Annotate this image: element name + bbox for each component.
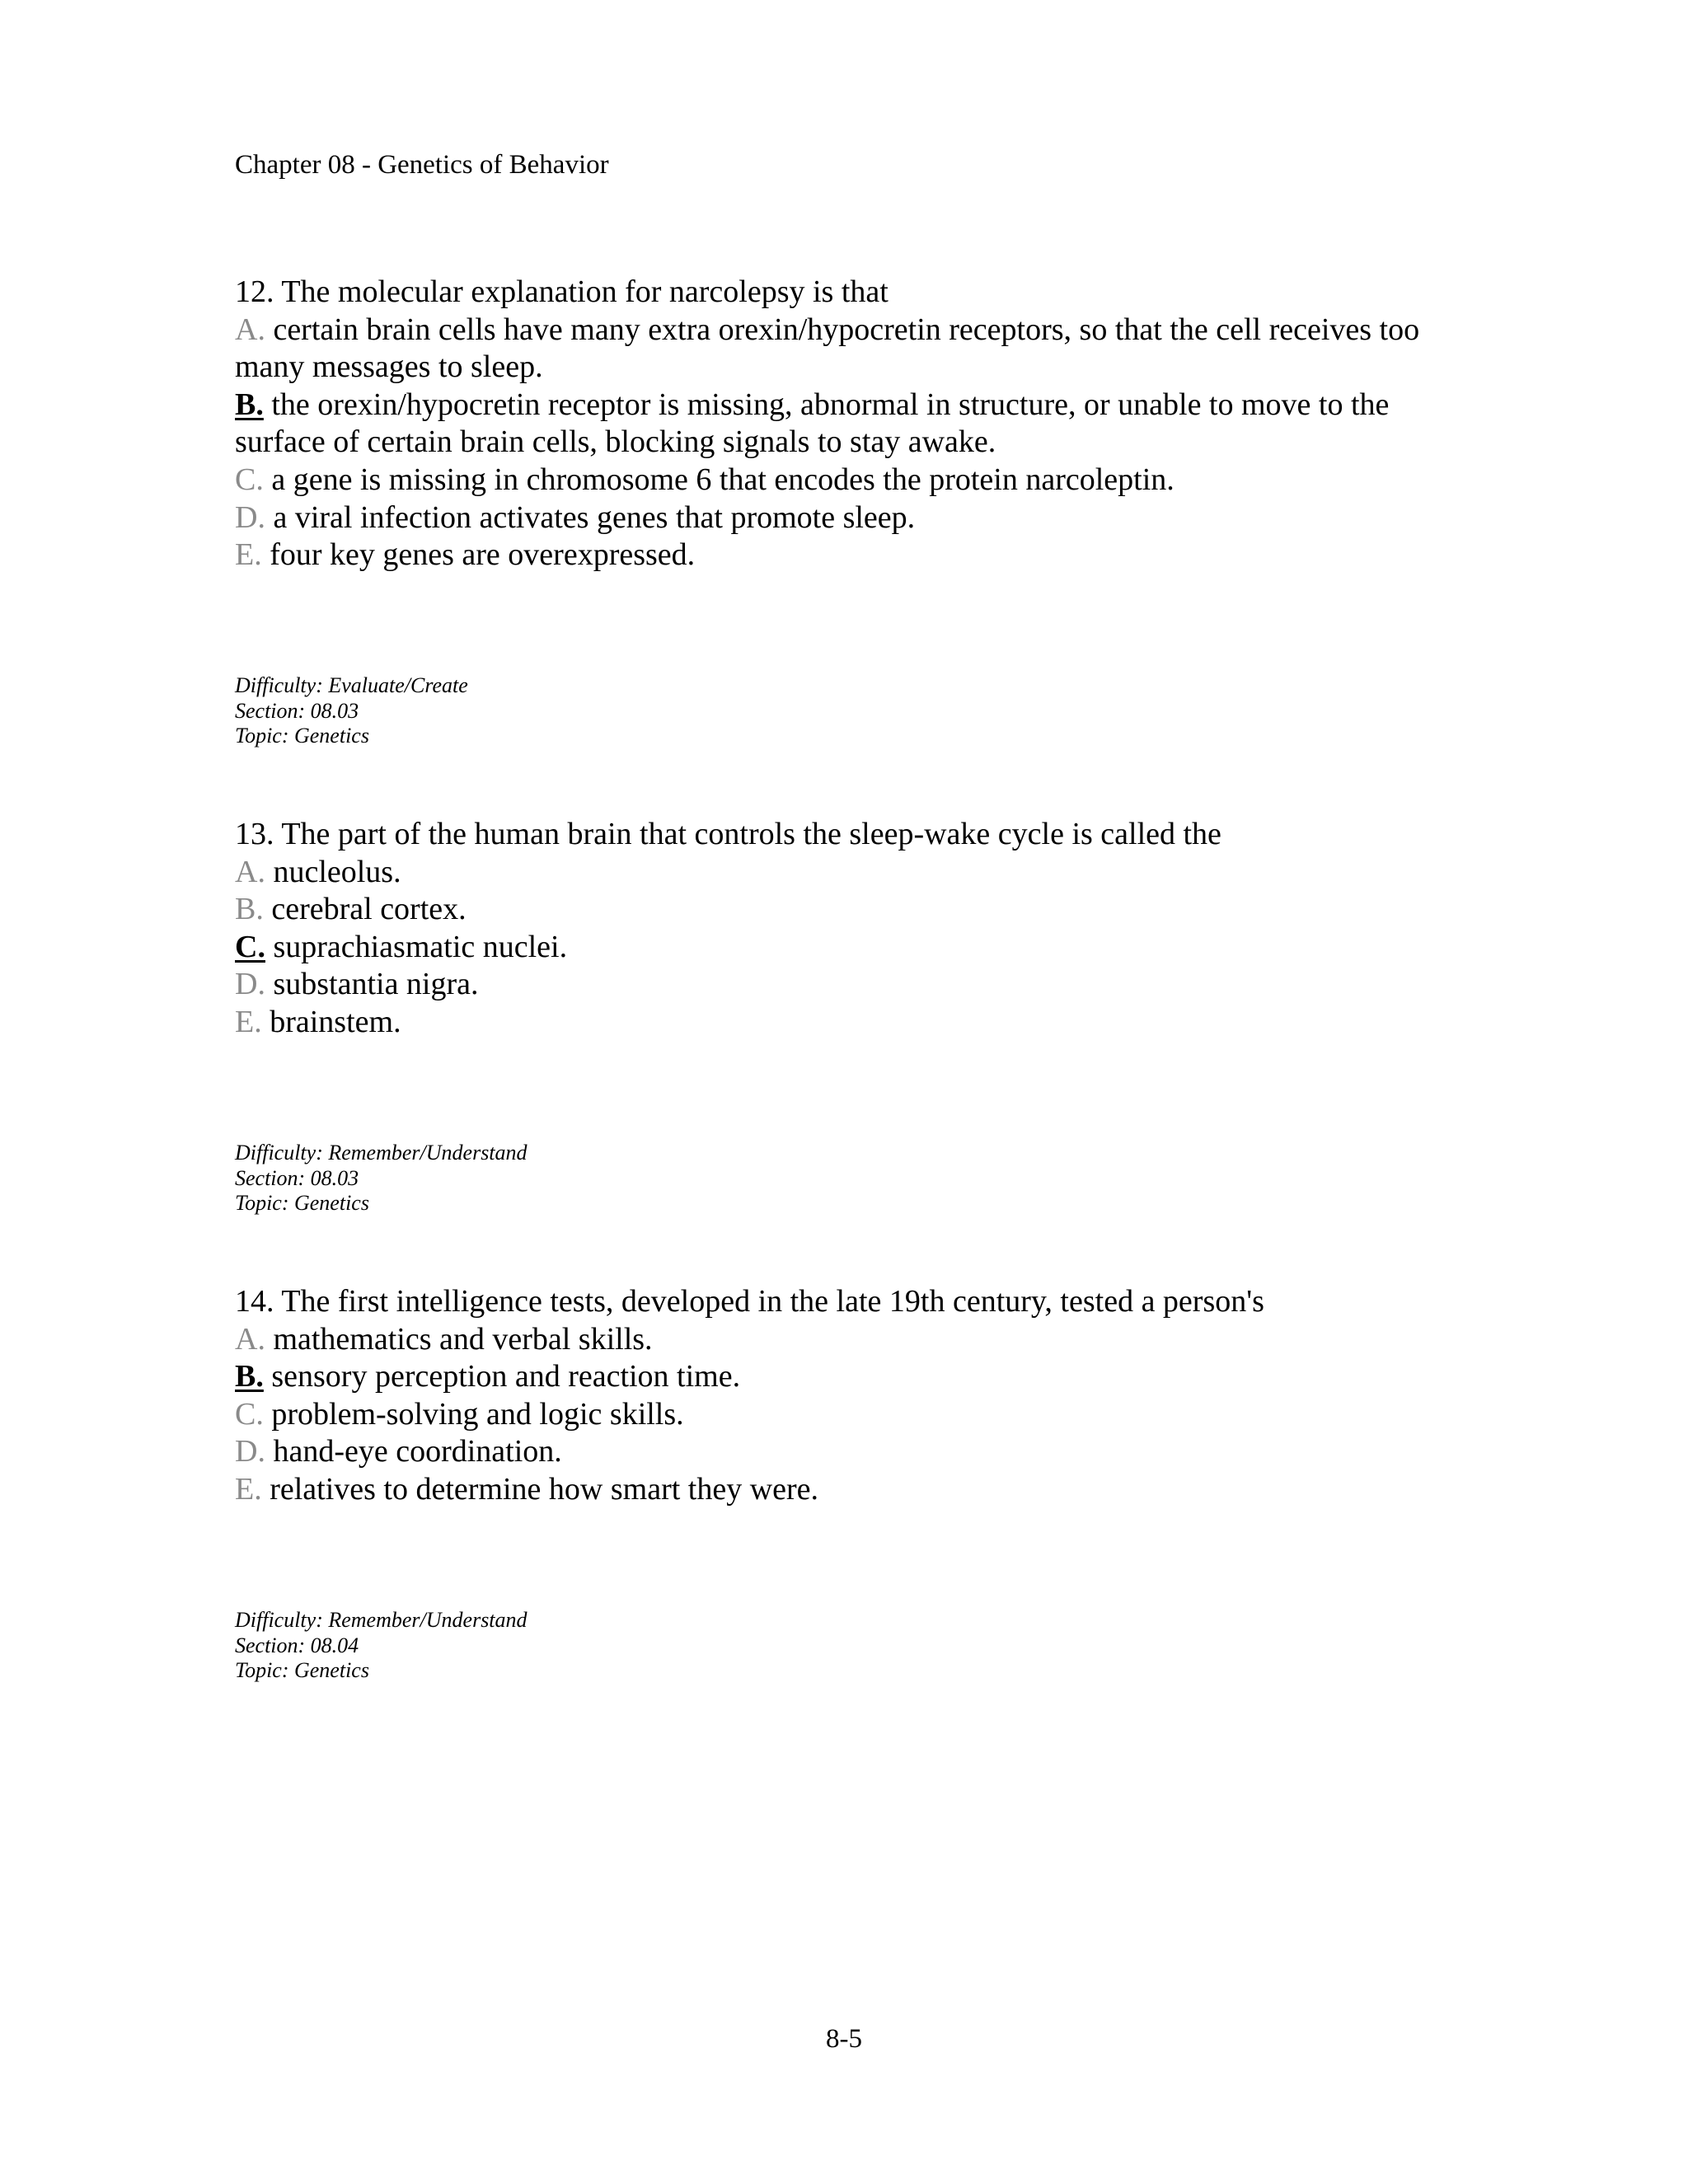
question-stem: 13. The part of the human brain that controls the sleep-wake cycle is called the xyxy=(235,817,1221,851)
option-letter: A. xyxy=(235,1321,265,1357)
option-text: four key genes are overexpressed. xyxy=(261,537,696,573)
option-d xyxy=(235,1433,1471,1471)
option-text: nucleolus. xyxy=(265,854,401,889)
section-label: Section: 08.04 xyxy=(235,1633,359,1657)
topic-label: Topic: Genetics xyxy=(235,1658,369,1682)
difficulty-label: Difficulty: Remember/Understand xyxy=(235,1608,528,1632)
option-e xyxy=(235,537,1471,574)
correct-answer-letter: B. xyxy=(235,387,264,422)
option-a xyxy=(235,312,1471,387)
option-d xyxy=(235,966,1471,1004)
question-13-metadata xyxy=(235,1141,528,1216)
option-c xyxy=(235,462,1471,499)
option-a xyxy=(235,854,1471,892)
option-letter: A. xyxy=(235,312,265,347)
page-number: 8-5 xyxy=(826,2024,862,2054)
option-text: substantia nigra. xyxy=(265,967,479,1002)
option-text: mathematics and verbal skills. xyxy=(265,1321,653,1357)
section-label: Section: 08.03 xyxy=(235,698,359,723)
chapter-header: Chapter 08 - Genetics of Behavior xyxy=(235,150,609,180)
option-letter: E. xyxy=(235,1471,262,1507)
option-letter: D. xyxy=(235,967,265,1002)
option-a xyxy=(235,1321,1471,1359)
question-stem: 14. The first intelligence tests, developed in the late 19th century, tested a person's xyxy=(235,1284,1264,1319)
question-13 xyxy=(235,816,1471,1042)
option-letter: A. xyxy=(235,854,265,889)
option-b-correct xyxy=(235,387,1471,462)
option-text: relatives to determine how smart they were. xyxy=(261,1471,819,1507)
option-e xyxy=(235,1471,1471,1509)
question-14 xyxy=(235,1283,1471,1509)
question-stem: 12. The molecular explanation for narcolepsy is that xyxy=(235,274,889,309)
option-text: brainstem. xyxy=(261,1004,401,1039)
option-d xyxy=(235,499,1471,537)
option-text: problem-solving and logic skills. xyxy=(263,1396,684,1432)
question-12-metadata xyxy=(235,673,468,749)
option-text: a gene is missing in chromosome 6 that encodes the protein narcoleptin. xyxy=(263,462,1175,497)
option-text: cerebral cortex. xyxy=(263,892,467,927)
option-letter: C. xyxy=(235,462,264,497)
option-c xyxy=(235,1396,1471,1434)
difficulty-label: Difficulty: Remember/Understand xyxy=(235,1141,528,1165)
section-label: Section: 08.03 xyxy=(235,1165,359,1190)
option-letter: B. xyxy=(235,892,264,927)
option-text: suprachiasmatic nuclei. xyxy=(265,929,568,964)
option-text: sensory perception and reaction time. xyxy=(263,1359,741,1394)
question-14-metadata xyxy=(235,1608,528,1684)
option-c-correct xyxy=(235,929,1471,967)
correct-answer-letter: B. xyxy=(235,1359,264,1394)
difficulty-label: Difficulty: Evaluate/Create xyxy=(235,673,468,697)
option-letter: D. xyxy=(235,499,265,535)
topic-label: Topic: Genetics xyxy=(235,724,369,748)
correct-answer-letter: C. xyxy=(235,929,265,964)
option-text: a viral infection activates genes that promote sleep. xyxy=(265,499,916,535)
question-12 xyxy=(235,274,1471,574)
option-letter: E. xyxy=(235,1004,262,1039)
topic-label: Topic: Genetics xyxy=(235,1191,369,1215)
option-letter: E. xyxy=(235,537,262,573)
option-letter: D. xyxy=(235,1434,265,1469)
option-text: the orexin/hypocretin receptor is missing, abnormal in structure, or unable to move to the surface of certain brain cells, blocking signals to stay awake. xyxy=(235,387,1390,460)
option-text: certain brain cells have many extra orexin/hypocretin receptors, so that the cell receives too many messages to sleep. xyxy=(235,312,1420,385)
option-letter: C. xyxy=(235,1396,264,1432)
option-text: hand-eye coordination. xyxy=(265,1434,562,1469)
option-e xyxy=(235,1004,1471,1042)
option-b xyxy=(235,891,1471,929)
option-b-correct xyxy=(235,1358,1471,1396)
